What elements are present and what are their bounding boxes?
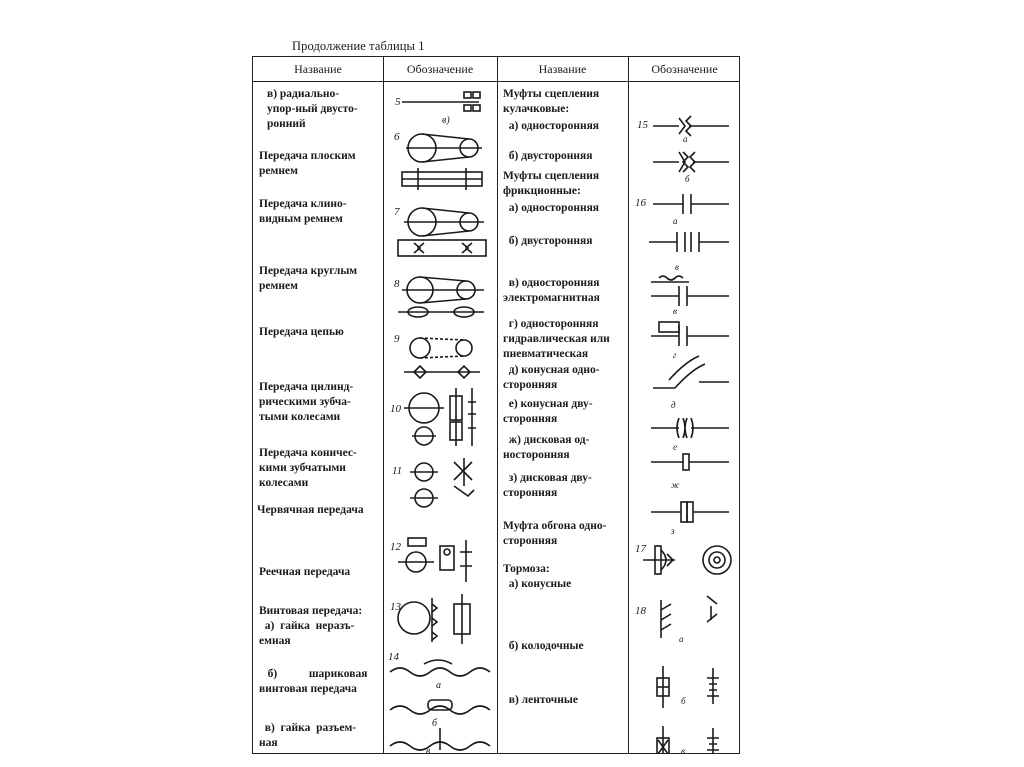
row-name: ж) дисковая од- носторонняя [503,434,590,461]
row-name: Передача цилинд- рическими зубча- тыми колесами [259,381,354,423]
row-name: в) радиально- упор-ный двусто- ронний [267,88,358,130]
sub-label: з [671,526,675,536]
sub-label: а [673,216,678,226]
row-name: Тормоза: а) конусные [503,563,572,590]
row-name: Передача плоским ремнем [259,150,356,177]
symbol-number: 12 [390,541,401,553]
row-name: в) односторонняя электромагнитная [503,277,600,304]
row-name: в) ленточные [503,694,578,706]
row-name: б) двусторонняя [503,235,593,247]
sub-label: в [426,746,431,754]
symbol-number: 14 [388,651,399,663]
symbol-number: 10 [390,403,401,415]
symbol-number: 15 [637,119,648,131]
sub-label: в [675,262,679,272]
symbol-number: 5 [395,96,401,108]
row-name: е) конусная дву- сторонняя [503,398,593,425]
row-name: д) конусная одно- сторонняя [503,364,600,391]
row-name: а) гайка неразъ- емная [259,620,355,647]
row-name: Передача цепью [259,326,344,338]
row-name: Передача клино- видным ремнем [259,198,347,225]
symbol-number: 8 [394,278,400,290]
table-caption: Продолжение таблицы 1 [292,39,425,53]
row-name: Червячная передача [257,504,364,516]
sub-label: д [671,400,676,410]
symbol-number: 9 [394,333,400,345]
row-name: з) дисковая дву- сторонняя [503,472,592,499]
row-name: а) односторонняя [503,120,600,132]
sub-label: в [681,746,685,754]
sub-label: е [673,442,677,452]
sub-label: в) [442,115,450,126]
header-symbol-right: Обозначение [651,62,718,76]
symbol-number: 16 [635,197,646,209]
row-name: Муфты сцепления фрикционные: [503,170,600,197]
row-name: б) шариковая винтовая передача [259,668,368,695]
row-name: Муфты сцепления кулачковые: [503,88,600,115]
row-name: Реечная передача [259,566,351,578]
symbols-table [252,56,740,754]
sub-label: в [673,306,677,316]
sub-label: б [681,696,686,706]
right-symbol-drawings [629,82,740,754]
symbol-number: 11 [392,465,403,477]
row-name: Передача круглым ремнем [259,265,358,292]
symbol-number: 7 [394,206,400,218]
header-name-right: Название [538,62,587,76]
column-divider [497,57,498,753]
row-name: в) гайка разъем- ная [259,722,357,749]
symbol-number: 6 [394,131,400,143]
sub-label: б [432,718,438,729]
sub-label: г [673,350,677,360]
row-name: б) колодочные [503,640,584,652]
symbol-number: 18 [635,605,646,617]
row-name: г) односторонняя гидравлическая или пневматическая [503,318,610,360]
sub-label: б [685,174,690,184]
left-symbol-drawings [384,82,497,754]
row-name: Муфта обгона одно- сторонняя [503,520,607,547]
row-name: а) односторонняя [503,202,600,214]
row-name: Передача коничес- кими зубчатыми колесами [259,447,357,489]
sub-label: а [436,680,441,691]
sub-label: а [683,134,688,144]
row-name: б) двусторонняя [503,150,593,162]
row-name: Винтовая передача: [259,605,363,617]
header-name-left: Название [294,62,342,76]
header-symbol-left: Обозначение [406,62,474,76]
sub-label: а [679,634,684,644]
symbol-number: 17 [635,543,646,555]
sub-label: ж [671,480,680,490]
symbol-number: 13 [390,601,401,613]
